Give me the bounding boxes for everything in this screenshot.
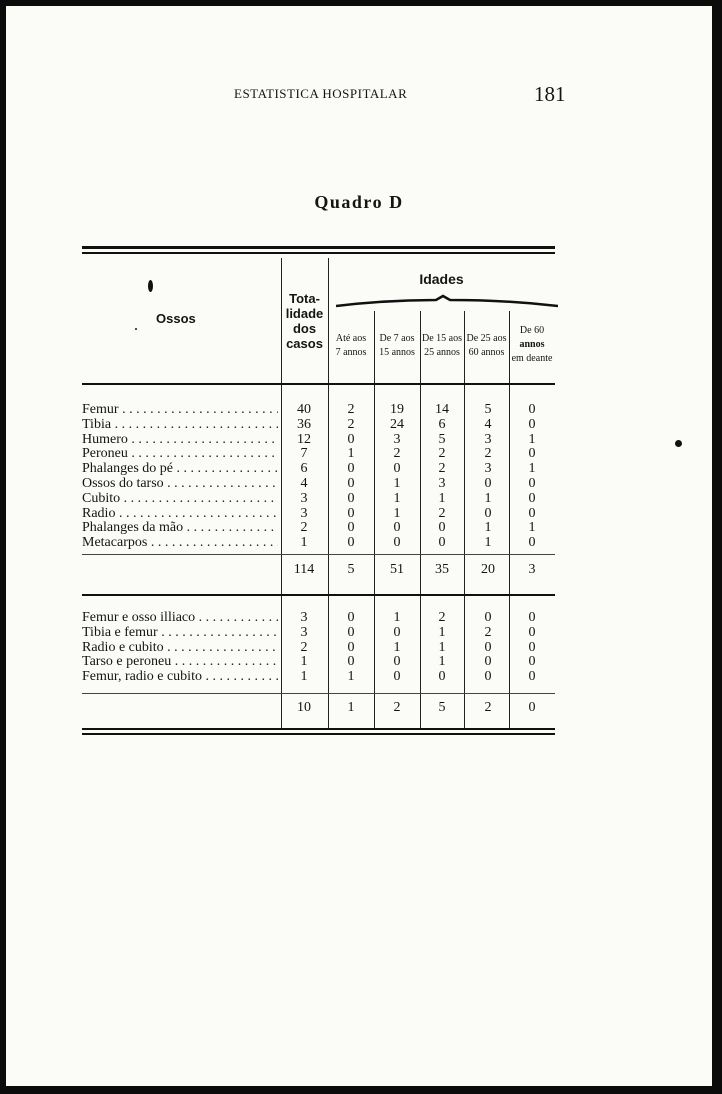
cell-age-d: 0 — [484, 505, 492, 521]
table-row — [82, 610, 555, 625]
cell-age-b: 1 — [393, 639, 401, 655]
cell-age-a: 0 — [347, 490, 355, 506]
cell-age-c: 2 — [438, 505, 446, 521]
cell-age-b: 0 — [393, 624, 401, 640]
header-age-0-7 — [328, 332, 374, 360]
age-label-line2: annos — [519, 339, 545, 350]
cell-age-e: 0 — [528, 639, 536, 655]
cell-age-c: 0 — [438, 535, 446, 551]
cell-age-b: 0 — [393, 669, 401, 685]
table-row — [82, 417, 555, 432]
cell-age-e: 0 — [528, 610, 536, 625]
cell-age-b: 24 — [390, 416, 404, 432]
table-row — [82, 461, 555, 476]
sum-age-15-25: 5 — [438, 700, 446, 715]
cell-age-c: 1 — [438, 639, 446, 655]
table-row — [82, 535, 555, 550]
age-label-line2: 15 annos — [379, 347, 415, 358]
cell-age-d: 3 — [484, 461, 492, 477]
cell-age-d: 2 — [484, 446, 492, 462]
cell-age-d: 4 — [484, 416, 492, 432]
cell-total: 3 — [300, 610, 308, 625]
cell-age-c: 1 — [438, 624, 446, 640]
cell-age-c: 1 — [438, 490, 446, 506]
top-rule-thick — [82, 246, 555, 249]
cell-age-d: 3 — [484, 431, 492, 447]
age-label-line3: em deante — [511, 353, 553, 364]
cell-age-d: 0 — [484, 669, 492, 685]
cell-total: 1 — [300, 654, 308, 670]
sum-age-0-7: 5 — [347, 562, 355, 577]
cell-age-e: 0 — [528, 669, 536, 685]
cell-age-b: 19 — [390, 402, 404, 417]
row-label: Phalanges do pé . . . — [82, 461, 278, 476]
cell-age-b: 0 — [393, 520, 401, 536]
cell-age-d: 1 — [484, 490, 492, 506]
cell-age-a: 0 — [347, 610, 355, 625]
top-rule-thin — [82, 252, 555, 254]
cell-age-a: 0 — [347, 461, 355, 477]
cell-age-b: 1 — [393, 610, 401, 625]
sum-age-7-15: 51 — [390, 562, 404, 577]
cell-age-a: 0 — [347, 476, 355, 491]
running-head: ESTATISTICA HOSPITALAR — [234, 86, 408, 101]
bottom-rule-thick — [82, 733, 555, 735]
cell-total: 7 — [300, 446, 308, 462]
cell-age-c: 3 — [438, 476, 446, 491]
table-row — [82, 654, 555, 669]
section-2-totals — [82, 700, 555, 715]
cell-total: 12 — [297, 431, 311, 447]
cell-age-e: 1 — [528, 461, 536, 477]
cell-age-c: 0 — [438, 669, 446, 685]
cell-total: 40 — [297, 402, 311, 417]
cell-age-a: 0 — [347, 624, 355, 640]
cell-age-d: 0 — [484, 610, 492, 625]
row-label: Humero . . . — [82, 432, 278, 447]
sum-total: 114 — [293, 562, 315, 577]
cell-age-a: 0 — [347, 654, 355, 670]
header-idades: Idades — [419, 271, 464, 287]
table-row — [82, 506, 555, 521]
section-1-totals — [82, 562, 555, 577]
cell-age-a: 0 — [347, 639, 355, 655]
cell-age-c: 2 — [438, 461, 446, 477]
cell-age-d: 5 — [484, 402, 492, 417]
cell-age-b: 0 — [393, 535, 401, 551]
ink-speck — [148, 280, 153, 292]
cell-age-b: 1 — [393, 490, 401, 506]
header-total-line4: casos — [286, 336, 323, 351]
sum-age-60-plus: 3 — [528, 562, 536, 577]
row-label: Ossos do tarso . . . — [82, 476, 278, 491]
age-label-line2: 60 annos — [468, 347, 505, 358]
header-age-7-15 — [374, 332, 420, 360]
header-ossos: Ossos — [156, 311, 196, 326]
cell-age-e: 0 — [528, 490, 536, 506]
row-label: Metacarpos . . . — [82, 535, 278, 550]
row-label: Femur e osso illiaco . . . — [82, 610, 278, 625]
cell-age-e: 1 — [528, 431, 536, 447]
table-title: Quadro D — [314, 192, 404, 212]
header-age-15-25 — [420, 332, 464, 360]
sum-age-0-7: 1 — [347, 700, 355, 715]
cell-age-d: 0 — [484, 476, 492, 491]
row-label: Femur . . . — [82, 402, 278, 417]
header-total-line3: dos — [292, 321, 317, 336]
cell-age-e: 0 — [528, 654, 536, 670]
cell-age-a: 0 — [347, 505, 355, 521]
ink-speck — [135, 328, 137, 330]
sum-age-25-60: 20 — [481, 562, 495, 577]
cell-age-a: 1 — [347, 446, 355, 462]
cell-total: 2 — [300, 520, 308, 536]
cell-total: 3 — [300, 624, 308, 640]
age-label-line1: Até aos — [335, 333, 367, 344]
cell-age-a: 0 — [347, 431, 355, 447]
idades-brace — [336, 294, 558, 308]
cell-age-d: 1 — [484, 535, 492, 551]
cell-age-e: 0 — [528, 446, 536, 462]
table-row — [82, 476, 555, 491]
sum-total: 10 — [297, 700, 311, 715]
cell-age-b: 3 — [393, 431, 401, 447]
cell-age-d: 0 — [484, 639, 492, 655]
cell-age-b: 2 — [393, 446, 401, 462]
header-bottom-rule — [82, 383, 555, 385]
age-label-line1: De 15 aos — [422, 333, 462, 344]
cell-age-d: 2 — [484, 624, 492, 640]
cell-total: 36 — [297, 416, 311, 432]
row-label: Peroneu . . . — [82, 446, 278, 461]
cell-total: 4 — [300, 476, 308, 491]
header-age-60-plus — [509, 324, 555, 366]
cell-total: 3 — [300, 490, 308, 506]
row-label: Femur, radio e cubito . . . — [82, 669, 278, 684]
sum-age-25-60: 2 — [484, 700, 492, 715]
age-label-line1: De 60 — [519, 325, 545, 336]
cell-age-c: 2 — [438, 446, 446, 462]
section-1-sum-rule — [82, 554, 555, 555]
table-row — [82, 432, 555, 447]
row-label: Cubito . . . — [82, 491, 278, 506]
cell-age-c: 2 — [438, 610, 446, 625]
cell-age-d: 1 — [484, 520, 492, 536]
bottom-rule-thin — [82, 728, 555, 730]
row-label: Phalanges da mão . . . — [82, 520, 278, 535]
cell-age-a: 0 — [347, 520, 355, 536]
header-total-line1: Tota- — [289, 291, 320, 306]
table-row — [82, 625, 555, 640]
ink-speck — [675, 440, 682, 447]
cell-age-b: 0 — [393, 461, 401, 477]
cell-age-b: 1 — [393, 505, 401, 521]
book-page — [6, 6, 712, 1086]
cell-age-e: 0 — [528, 505, 536, 521]
table-row — [82, 669, 555, 684]
sum-age-15-25: 35 — [435, 562, 449, 577]
cell-age-c: 6 — [438, 416, 446, 432]
table-row — [82, 446, 555, 461]
cell-age-e: 0 — [528, 416, 536, 432]
table-row — [82, 520, 555, 535]
cell-age-b: 1 — [393, 476, 401, 491]
section-divider — [82, 594, 555, 596]
cell-age-e: 0 — [528, 476, 536, 491]
cell-total: 1 — [300, 669, 308, 685]
row-label: Tibia e femur . . . — [82, 625, 278, 640]
table-row — [82, 402, 555, 417]
row-label: Tarso e peroneu . . . — [82, 654, 278, 669]
table-row — [82, 640, 555, 655]
cell-age-a: 0 — [347, 535, 355, 551]
cell-age-e: 0 — [528, 624, 536, 640]
age-label-line2: 25 annos — [424, 347, 460, 358]
cell-total: 2 — [300, 639, 308, 655]
age-label-line1: De 25 aos — [466, 333, 507, 344]
page-number: 181 — [534, 82, 566, 106]
section-2-sum-rule — [82, 693, 555, 694]
cell-age-c: 1 — [438, 654, 446, 670]
cell-age-a: 1 — [347, 669, 355, 685]
cell-total: 3 — [300, 505, 308, 521]
header-total — [281, 291, 328, 351]
row-label: Radio e cubito . . . — [82, 640, 278, 655]
age-label-line1: De 7 aos — [379, 333, 415, 344]
table-row — [82, 491, 555, 506]
cell-age-a: 2 — [347, 402, 355, 417]
sum-age-7-15: 2 — [393, 700, 401, 715]
cell-age-b: 0 — [393, 654, 401, 670]
cell-age-d: 0 — [484, 654, 492, 670]
cell-total: 6 — [300, 461, 308, 477]
header-age-25-60 — [464, 332, 509, 360]
sum-age-60-plus: 0 — [528, 700, 536, 715]
cell-age-c: 0 — [438, 520, 446, 536]
header-total-line2: lidade — [285, 306, 324, 321]
row-label: Radio . . . — [82, 506, 278, 521]
row-label: Tibia . . . — [82, 417, 278, 432]
age-label-line2: 7 annos — [335, 347, 367, 358]
cell-age-c: 5 — [438, 431, 446, 447]
cell-age-a: 2 — [347, 416, 355, 432]
cell-age-e: 0 — [528, 402, 536, 417]
cell-age-c: 14 — [435, 402, 449, 417]
cell-age-e: 1 — [528, 520, 536, 536]
cell-total: 1 — [300, 535, 308, 551]
cell-age-e: 0 — [528, 535, 536, 551]
